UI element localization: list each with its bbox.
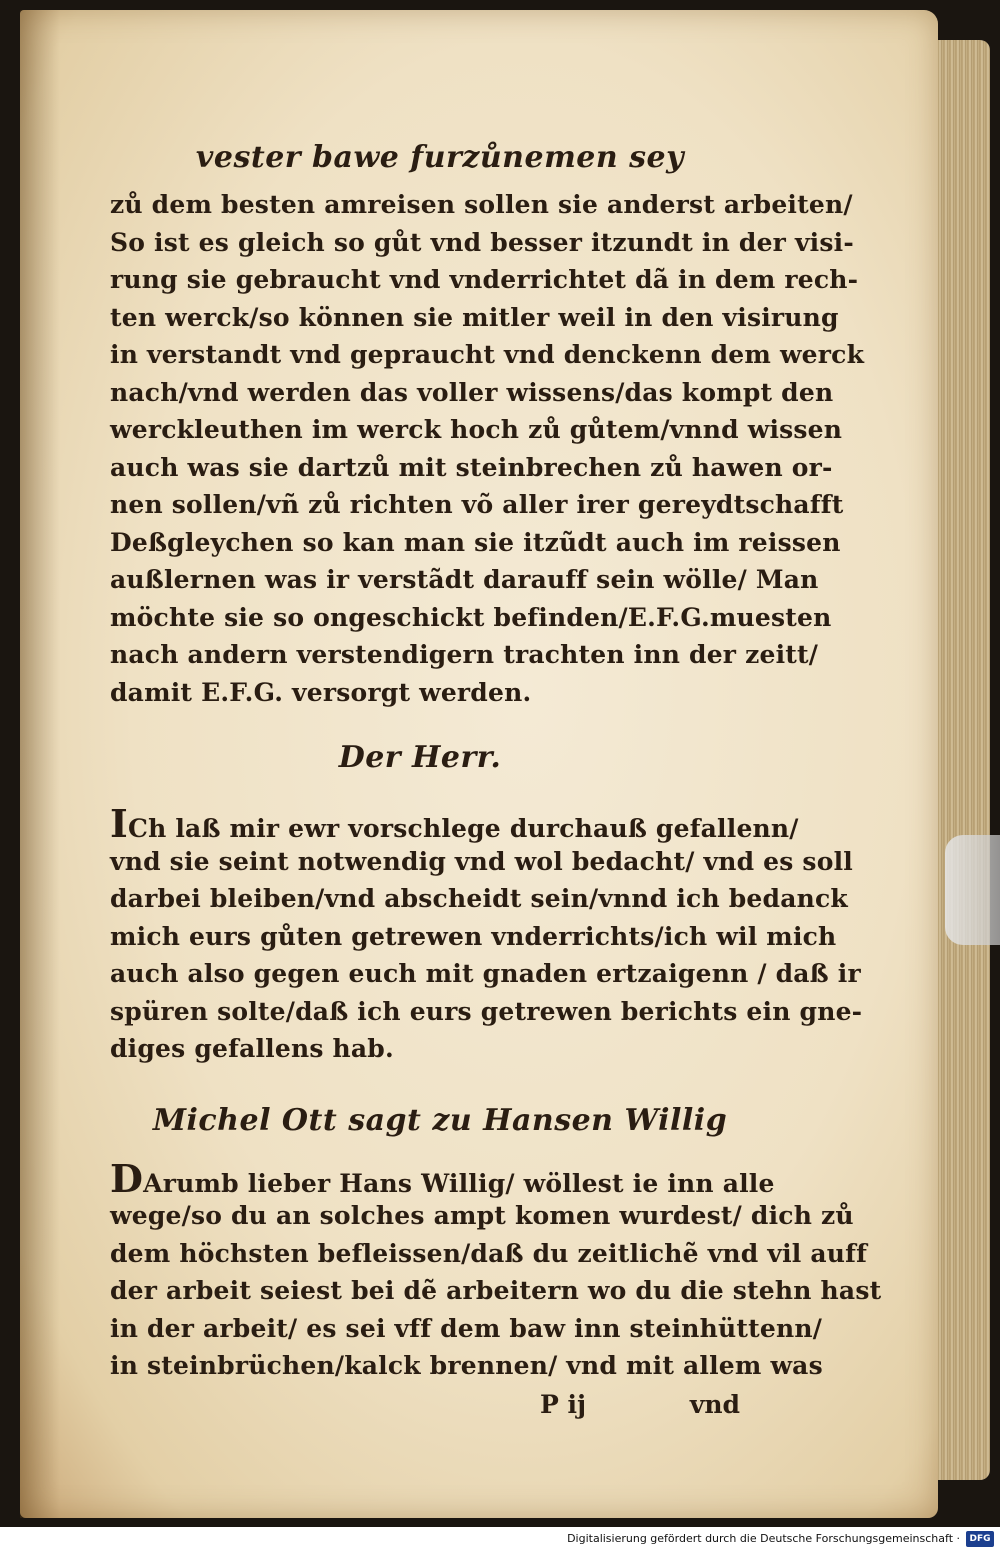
section-heading-herr: Der Herr. xyxy=(338,740,502,775)
book-fore-edge xyxy=(930,40,990,1480)
running-title: vester bawe furzůnemen sey xyxy=(195,140,685,175)
text-line-rest: Ch laß mir ewr vorschlege durchauß gefallenn/ xyxy=(127,814,799,843)
text-line: vnd sie seint notwendig vnd wol bedacht/ vnd es soll xyxy=(110,846,853,876)
page-gutter-shadow xyxy=(20,10,60,1518)
text-line: ten werck/so können sie mitler weil in den visirung xyxy=(110,302,839,332)
text-line: zů dem besten amreisen sollen sie anderst arbeiten/ xyxy=(110,190,853,219)
text-line: So ist es gleich so gůt vnd besser itzundt in der visi- xyxy=(110,227,854,257)
text-line: in der arbeit/ es sei vff dem baw inn steinhüttenn/ xyxy=(110,1313,823,1343)
digitization-footer xyxy=(0,1527,1000,1554)
text-line: rung sie gebraucht vnd vnderrichtet dã in dem rech- xyxy=(110,265,859,294)
page-foot-line xyxy=(110,1385,770,1425)
text-line: dem höchsten befleissen/daß du zeitlichẽ vnd vil auff xyxy=(110,1238,868,1268)
text-line: außlernen was ir verstãdt darauff sein wölle/ Man xyxy=(110,565,819,594)
text-line: der arbeit seiest bei dẽ arbeitern wo du die stehn hast xyxy=(110,1276,882,1305)
text-line: spüren solte/daß ich eurs getrewen berichts ein gne- xyxy=(110,996,863,1026)
plastic-page-tab xyxy=(945,835,1000,945)
paragraph-3 xyxy=(110,1155,882,1385)
signature-mark: P ij xyxy=(540,1389,587,1419)
section-heading-michel: Michel Ott sagt zu Hansen Willig xyxy=(152,1102,728,1138)
catchword: vnd xyxy=(689,1389,740,1419)
drop-capital: D xyxy=(110,1155,144,1201)
text-line: möchte sie so ongeschickt befinden/E.F.G.muesten xyxy=(110,602,832,632)
text-line: nach andern verstendigern trachten inn der zeitt/ xyxy=(110,640,819,669)
text-line: auch also gegen euch mit gnaden ertzaigenn / daß ir xyxy=(110,959,861,988)
page-text-block xyxy=(110,130,882,1425)
text-line: diges gefallens hab. xyxy=(110,1034,394,1063)
drop-capital: I xyxy=(110,801,128,846)
text-line: auch was sie dartzů mit steinbrechen zů hawen or- xyxy=(110,452,833,482)
text-line: in steinbrüchen/kalck brennen/ vnd mit allem was xyxy=(110,1351,823,1380)
paragraph-1 xyxy=(110,186,865,711)
paragraph-2 xyxy=(110,801,863,1068)
text-line: nach/vnd werden das voller wissens/das kompt den xyxy=(110,377,834,407)
text-line-rest: Arumb lieber Hans Willig/ wöllest ie inn alle xyxy=(143,1168,775,1198)
text-line: mich eurs gůten getrewen vnderrichts/ich wil mich xyxy=(110,921,837,951)
dfg-logo-icon: DFG xyxy=(966,1531,994,1547)
text-line: Deßgleychen so kan man sie itzũdt auch im reissen xyxy=(110,527,841,557)
funding-notice: Digitalisierung gefördert durch die Deutsche Forschungsgemeinschaft · xyxy=(567,1532,960,1545)
text-line: nen sollen/vñ zů richten võ aller irer gereydtschafft xyxy=(110,490,844,519)
text-line xyxy=(110,1155,775,1201)
text-line: in verstandt vnd gepraucht vnd denckenn dem werck xyxy=(110,340,865,369)
text-line: darbei bleiben/vnd abscheidt sein/vnnd ich bedanck xyxy=(110,884,848,913)
text-line xyxy=(110,801,799,846)
text-line: werckleuthen im werck hoch zů gůtem/vnnd wissen xyxy=(110,415,843,444)
text-line: damit E.F.G. versorgt werden. xyxy=(110,677,532,707)
text-line: wege/so du an solches ampt komen wurdest/ dich zů xyxy=(110,1201,854,1230)
